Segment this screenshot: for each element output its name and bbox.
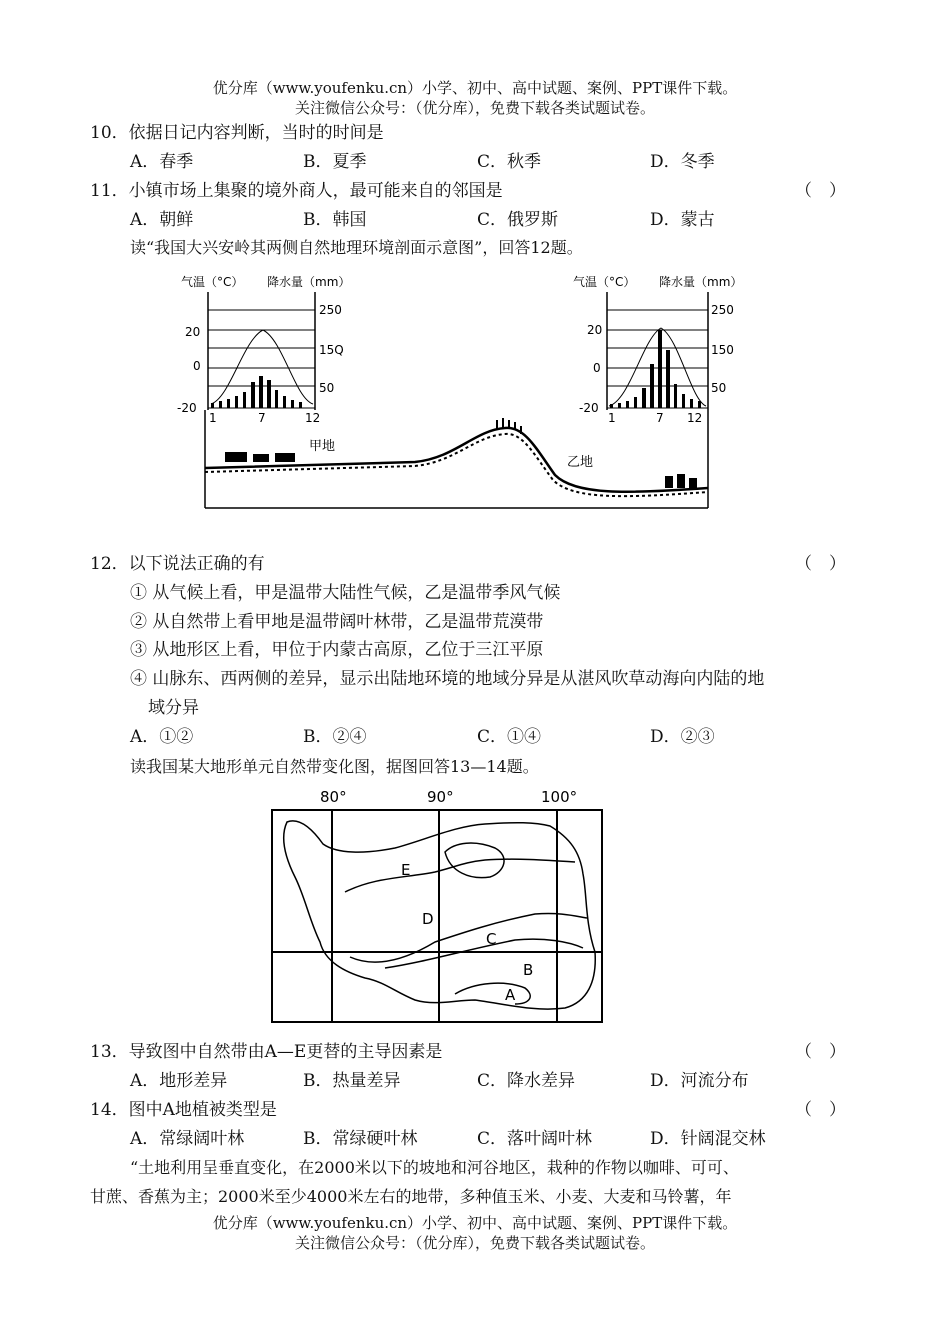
header-line-2: 关注微信公众号：（优分库），免费下载各类试题试卷。 [294,99,655,117]
yi-settlement [665,474,697,488]
q12-option-a[interactable]: A．①② [130,727,194,747]
right-temp-tick-20: 20 [587,323,603,337]
q11-answer-paren[interactable]: （ ） [795,181,846,201]
footer-line-2: 关注微信公众号：（优分库），免费下载各类试题试卷。 [294,1234,655,1252]
q13-option-b[interactable]: B．热量差异 [303,1071,401,1091]
q12-option-d[interactable]: D．②③ [650,727,715,747]
left-month-tick-1: 1 [209,411,217,425]
left-precip-axis-title: 降水量（mm） [267,275,351,289]
intro-q12: 读“我国大兴安岭其两侧自然地理环境剖面示意图”，回答12题。 [130,238,583,257]
q14-stem: 14．图中A地植被类型是 [90,1100,277,1120]
q13-option-d[interactable]: D．河流分布 [650,1071,749,1091]
q14-option-c[interactable]: C．落叶阔叶林 [477,1129,593,1149]
q14-option-a[interactable]: A．常绿阔叶林 [130,1129,245,1149]
right-precip-axis-title: 降水量（mm） [659,275,743,289]
zone-boundary-d-c [350,913,587,962]
label-yi: 乙地 [567,455,594,470]
q12-option-c[interactable]: C．①④ [477,727,542,747]
jia-settlement [225,452,295,462]
khingan-profile-figure [175,270,743,515]
q12-stem: 12．以下说法正确的有 [90,554,265,574]
left-precip-tick-250: 250 [319,303,342,317]
header-line-1: 优分库（www.youfenku.cn）小学、初中、高中试题、案例、PPT课件下载。 [212,79,738,97]
right-month-tick-7: 7 [656,411,664,425]
zone-label-b: B [523,961,534,979]
q11-option-b[interactable]: B．韩国 [303,210,367,230]
label-jia: 甲地 [309,439,336,454]
q13-stem: 13．导致图中自然带由A—E更替的主导因素是 [90,1042,443,1062]
left-month-tick-7: 7 [258,411,266,425]
q11-option-c[interactable]: C．俄罗斯 [477,210,559,230]
left-precip-tick-50: 50 [319,381,335,395]
passage-line-2: 甘蔗、香蕉为主；2000米至少4000米左右的地带，多种值玉米、小麦、大麦和马铃薯，年 [90,1187,732,1206]
q13-option-c[interactable]: C．降水差异 [477,1071,576,1091]
plateau-zones-figure [265,782,610,1027]
left-month-tick-12: 12 [305,411,321,425]
zone-label-c: C [486,930,497,948]
q12-answer-paren[interactable]: （ ） [795,554,846,574]
q12-item-1: ① 从气候上看，甲是温带大陆性气候，乙是温带季风气候 [130,583,561,603]
right-precip-bars [610,330,701,408]
q11-option-d[interactable]: D．蒙古 [650,210,715,230]
footer-line-1: 优分库（www.youfenku.cn）小学、初中、高中试题、案例、PPT课件下载。 [212,1214,738,1232]
intro-q13-14: 读我国某大地形单元自然带变化图，据图回答13—14题。 [130,757,539,776]
q12-option-b[interactable]: B．②④ [303,727,367,747]
right-temp-tick-0: 0 [593,361,601,375]
q12-item-4: ④ 山脉东、西两侧的差异，显示出陆地环境的地域分异是从湛风吹草动海向内陆的地 [130,669,765,689]
left-temp-tick-0: 0 [193,359,201,373]
zone-label-a: A [505,986,516,1004]
zone-boundary-c-b [385,939,583,968]
right-temp-axis-title: 气温（°C） [573,275,636,289]
q11-option-a[interactable]: A．朝鲜 [130,210,194,230]
right-chart-gridlines [607,310,708,408]
left-precip-tick-150: 15Q [319,343,344,357]
q13-option-a[interactable]: A．地形差异 [130,1071,228,1091]
zone-boundary-e-d [345,859,575,892]
lon-label-80: 80° [320,788,347,806]
q12-item-4-cont: 域分异 [148,698,199,718]
zone-label-d: D [422,910,434,928]
q12-item-3: ③ 从地形区上看，甲位于内蒙古高原，乙位于三江平原 [130,640,544,660]
right-precip-tick-250: 250 [711,303,734,317]
left-precip-bars [211,376,302,408]
q10-option-a[interactable]: A．春季 [130,152,194,172]
left-temp-axis-title: 气温（°C） [181,275,244,289]
q11-stem: 11．小镇市场上集聚的境外商人，最可能来自的邻国是 [90,181,503,201]
q12-item-2: ② 从自然带上看甲地是温带阔叶林带，乙是温带荒漠带 [130,612,544,632]
q10-option-c[interactable]: C．秋季 [477,152,542,172]
q10-stem: 10．依据日记内容判断，当时的时间是 [90,123,384,143]
passage-line-1: “土地利用呈垂直变化，在2000米以下的坡地和河谷地区，栽种的作物以咖啡、可可、 [130,1158,739,1177]
right-month-tick-1: 1 [608,411,616,425]
lon-label-100: 100° [541,788,578,806]
left-temp-tick-20: 20 [185,325,201,339]
lake-basin-outline [445,843,504,878]
q10-option-b[interactable]: B．夏季 [303,152,367,172]
right-month-tick-12: 12 [687,411,703,425]
right-precip-tick-50: 50 [711,381,727,395]
q10-option-d[interactable]: D．冬季 [650,152,715,172]
q14-answer-paren[interactable]: （ ） [795,1100,846,1120]
right-precip-tick-150: 150 [711,343,734,357]
q14-option-b[interactable]: B．常绿硬叶林 [303,1129,418,1149]
lon-label-90: 90° [427,788,454,806]
left-temp-tick-neg20: -20 [177,401,197,415]
right-temp-tick-neg20: -20 [579,401,599,415]
q14-option-d[interactable]: D．针阔混交林 [650,1129,766,1149]
right-temp-curve [609,328,706,406]
zone-label-e: E [401,861,411,879]
q13-answer-paren[interactable]: （ ） [795,1042,846,1062]
